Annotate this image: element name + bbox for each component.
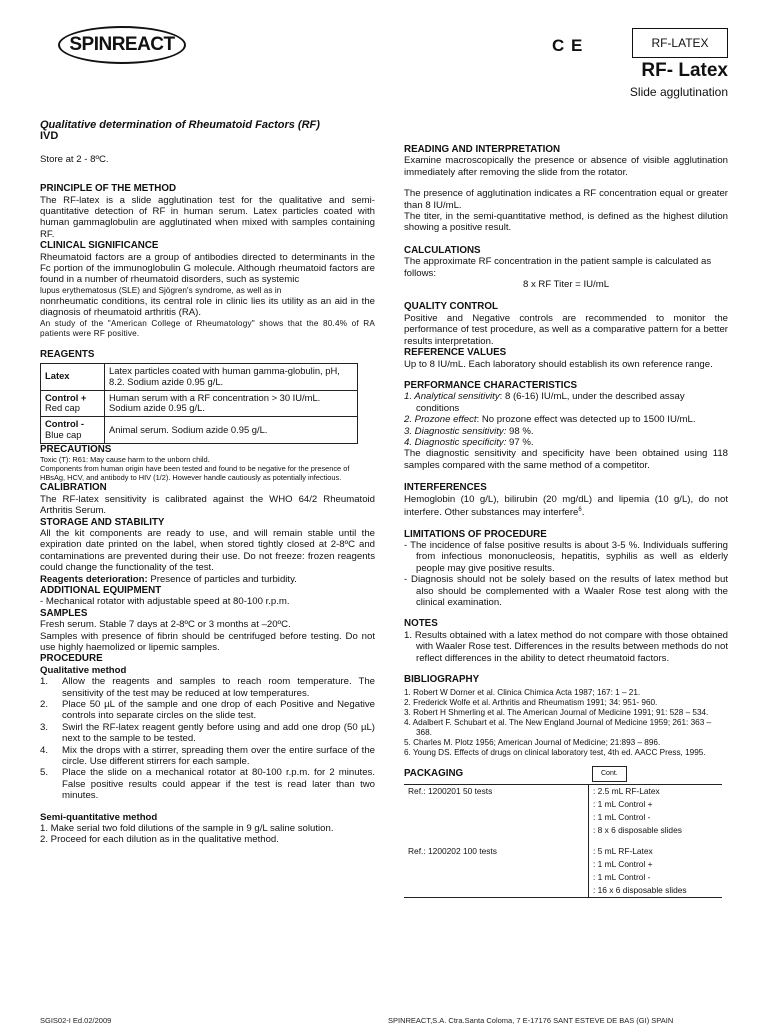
- clinical-heading: CLINICAL SIGNIFICANCE: [40, 240, 159, 252]
- performance-note: The diagnostic sensitivity and specificity have been obtained using 118 samples compared with the same method of a competitor.: [404, 448, 728, 471]
- calculations-heading: CALCULATIONS: [404, 244, 481, 256]
- packaging-header: [404, 766, 728, 781]
- equipment-text: - Mechanical rotator with adjustable speed at 80-100 r.p.m.: [40, 596, 290, 608]
- semi-quantitative-heading: Semi-quantitative method: [40, 811, 158, 823]
- calculations-text: The approximate RF concentration in the patient sample is calculated as follows:: [404, 256, 712, 279]
- interferences-heading: INTERFERENCES: [404, 482, 487, 494]
- right-column: [404, 144, 728, 898]
- reagent-desc: Human serum with a RF concentration > 30 IU/mL. Sodium azide 0.95 g/L.: [105, 390, 358, 417]
- notes-text: 1. Results obtained with a latex method do not compare with those obtained with Waaler Rose test. Differences in the results between methods do not reflect differences in the ability to detect rheumatoid factors.: [404, 629, 728, 664]
- limitations-heading: LIMITATIONS OF PROCEDURE: [404, 528, 547, 540]
- reagent-desc: Animal serum. Sodium azide 0.95 g/L.: [105, 417, 358, 444]
- procedure-heading: PROCEDURE: [40, 653, 103, 665]
- list-item: 3. Swirl the RF-latex reagent gently before using and add one drop (50 µL) next to the sample to be tested.: [40, 721, 375, 745]
- principle-heading: PRINCIPLE OF THE METHOD: [40, 183, 177, 195]
- list-item: 2. Place 50 µL of the sample and one drop of each Positive and Negative controls into separate circles on the slide test.: [40, 699, 375, 722]
- samples-heading: SAMPLES: [40, 607, 88, 619]
- reference-heading: REFERENCE VALUES: [404, 347, 507, 359]
- samples-text-1: Fresh serum. Stable 7 days at 2-8ºC or 3 months at –20ºC.: [40, 619, 291, 631]
- reagent-desc: Latex particles coated with human gamma-globulin, pH, 8.2. Sodium azide 0.95 g/L.: [105, 364, 358, 391]
- quality-text: Positive and Negative controls are recommended to monitor the performance of test procedure, as well as a comparative pattern for a better results interpretation.: [404, 312, 728, 347]
- ivd-label: IVD: [40, 130, 59, 143]
- table-row: [41, 390, 358, 417]
- deterioration-note: Reagents deterioration: Presence of particles and turbidity.: [40, 573, 297, 585]
- performance-item: 4. Diagnostic specificity: 97 %.: [404, 436, 534, 448]
- precautions-heading: PRECAUTIONS: [40, 443, 112, 455]
- precautions-line-2: Components from human origin have been tested and found to be negative for the presence of HBsAg, HCV, and antibody to HIV (1/2). However handle cautiously as potentially infectious.: [40, 464, 350, 483]
- quality-heading: QUALITY CONTROL: [404, 301, 498, 313]
- calibration-heading: CALIBRATION: [40, 482, 107, 494]
- clinical-text: Rheumatoid factors are a group of antibodies directed to determinants in the Fc portion of the immunoglobulin G molecule. Although rheumatoid factors are found in a number of rheumatoid disorders, such as systemic: [40, 251, 375, 286]
- left-column: [40, 120, 375, 846]
- list-item: 5. Place the slide on a mechanical rotator at 80-100 r.p.m. for 2 minutes. False positive results could appear if the test is read later than two minutes.: [40, 767, 375, 802]
- ce-mark: C E: [552, 36, 584, 55]
- spinreact-logo: [58, 26, 186, 64]
- list-item: 3. Robert H Shmerling et al. The American Journal of Medicine 1991; 91: 528 – 534.: [404, 708, 709, 718]
- reading-text-1: Examine macroscopically the presence or absence of visible agglutination immediately after removing the slide from the rotator.: [404, 155, 728, 178]
- reference-text: Up to 8 IU/mL. Each laboratory should establish its own reference range.: [404, 358, 713, 370]
- packaging-heading: PACKAGING: [404, 768, 464, 780]
- calibration-text: The RF-latex sensitivity is calibrated against the WHO 64/2 Rheumatoid Arthritis Serum.: [40, 493, 375, 517]
- storage-heading: STORAGE AND STABILITY: [40, 516, 165, 528]
- samples-text-2: Samples with presence of fibrin should be centrifuged before testing. Do not use highly haemolized or lipemic samples.: [40, 630, 375, 653]
- list-item: 5. Charles M. Plotz 1956; American Journal of Medicine; 21:893 – 896.: [404, 738, 661, 748]
- contents-label: Cont.: [592, 766, 627, 781]
- performance-heading: PERFORMANCE CHARACTERISTICS: [404, 379, 578, 391]
- performance-item: 1. Analytical sensitivity: 8 (6-16) IU/mL, under the described assay conditions: [404, 391, 685, 414]
- logo-text: SPINREACT: [69, 34, 175, 55]
- reagents-heading: REAGENTS: [40, 348, 95, 360]
- footer-address: SPINREACT,S.A. Ctra.Santa Coloma, 7 E-17176 SANT ESTEVE DE BAS (GI) SPAIN: [388, 1016, 674, 1025]
- performance-item: 3. Diagnostic sensitivity: 98 %.: [404, 425, 534, 437]
- bibliography-list: [404, 688, 728, 758]
- qualitative-heading: Qualitative method: [40, 664, 127, 676]
- calculation-formula: 8 x RF Titer = IU/mL: [522, 279, 610, 291]
- table-row: [404, 784, 722, 837]
- table-row: [41, 417, 358, 444]
- list-item: 1. Allow the reagents and samples to reach room temperature. The sensitivity of the test may be reduced at low temperatures.: [40, 676, 375, 699]
- product-title: RF- Latex: [641, 60, 728, 81]
- list-item: 4. Mix the drops with a stirrer, spreading them over the entire surface of the circle. Use different stirrers for each sample.: [40, 744, 375, 768]
- reading-text-2: The presence of agglutination indicates a RF concentration equal or greater than 8 IU/mL.: [404, 188, 728, 211]
- semi-step-2: 2. Proceed for each dilution as in the qualitative method.: [40, 834, 279, 846]
- notes-heading: NOTES: [404, 618, 438, 630]
- document-title: Qualitative determination of Rheumatoid Factors (RF): [40, 119, 320, 131]
- clinical-text-3: nonrheumatic conditions, its central role in clinic lies its utility as an aid in the diagnosis of rheumatoid arthritis (RA).: [40, 295, 375, 319]
- equipment-heading: ADDITIONAL EQUIPMENT: [40, 584, 162, 596]
- kit-contents: : 2.5 mL RF-Latex : 1 mL Control + : 1 mL Control - : 8 x 6 disposable slides: [589, 784, 723, 837]
- table-row: [404, 837, 722, 898]
- clinical-text-4: An study of the "American College of Rheumatology" shows that the 80.4% of RA patients were RF positive.: [40, 318, 375, 338]
- kit-ref: Ref.: 1200201 50 tests: [408, 785, 493, 796]
- reading-text-3: The titer, in the semi-quantitative method, is defined as the highest dilution showing a positive result.: [404, 211, 728, 234]
- limitation-item: - The incidence of false positive results is about 3-5 %. Individuals suffering from infectious mononucleosis, hepatitis, syphilis as well as elderly people may give positive results.: [404, 539, 728, 574]
- principle-text: The RF-latex is a slide agglutination test for the qualitative and semi-quantitative detection of RF in human serum. Latex particles coated with human gammaglobulin are agglutinated when mixed with samples containing RF.: [40, 194, 375, 240]
- store-note: Store at 2 - 8ºC.: [40, 153, 109, 165]
- kit-ref: Ref.: 1200202 100 tests: [408, 845, 497, 856]
- reagent-name: Control - Blue cap: [41, 417, 105, 444]
- performance-item: 2. Prozone effect: No prozone effect was detected up to 1500 IU/mL.: [404, 414, 696, 426]
- semi-step-1: 1. Make serial two fold dilutions of the sample in 9 g/L saline solution.: [40, 823, 334, 835]
- product-code-box: RF-LATEX: [632, 28, 728, 58]
- precautions-line-1: Toxic (T): R61: May cause harm to the unborn child.: [40, 455, 210, 465]
- interferences-text: Hemoglobin (10 g/L), bilirubin (20 mg/dL) and lipemia (10 g/L), do not interfere. Other substances may interfere$^6$.: [404, 493, 728, 519]
- reagent-name: Latex: [41, 364, 105, 391]
- footer-doc-code: SGIS02-I Ed.02/2009: [40, 1016, 112, 1025]
- reagent-name: Control + Red cap: [41, 390, 105, 417]
- list-item: 6. Young DS. Effects of drugs on clinical laboratory test, 4th ed. AACC Press, 1995.: [404, 748, 706, 758]
- list-item: 2. Frederick Wolfe et al. Arthritis and Rheumatism 1991; 34: 951- 960.: [404, 698, 658, 708]
- storage-text: All the kit components are ready to use, and will remain stable until the expiration date printed on the label, when stored tightly closed at 2-8ºC and contaminations are prevented during their use. Do not freeze: frozen reagents could change the functionality of the test.: [40, 527, 375, 574]
- kit-contents: : 5 mL RF-Latex : 1 mL Control + : 1 mL Control - : 16 x 6 disposable slides: [589, 837, 723, 898]
- table-row: [41, 364, 358, 391]
- reagents-table: [40, 363, 358, 444]
- limitation-item: - Diagnosis should not be solely based on the results of latex method but also should be complemented with a Waaler Rose test along with the clinical examination.: [404, 574, 728, 608]
- bibliography-heading: BIBLIOGRAPHY: [404, 674, 480, 686]
- packaging-table: [404, 784, 722, 898]
- clinical-text-2: lupus erythematosus (SLE) and Sjögren's syndrome, as well as in: [40, 285, 282, 295]
- list-item: 4. Adalbert F. Schubart et al. The New England Journal of Medicine 1959; 261: 363 – 368.: [404, 718, 712, 738]
- product-subtitle: Slide agglutination: [629, 85, 728, 99]
- list-item: 1. Robert W Dorner et al. Clinica Chimica Acta 1987; 167: 1 – 21.: [404, 688, 641, 698]
- reading-heading: READING AND INTERPRETATION: [404, 144, 561, 155]
